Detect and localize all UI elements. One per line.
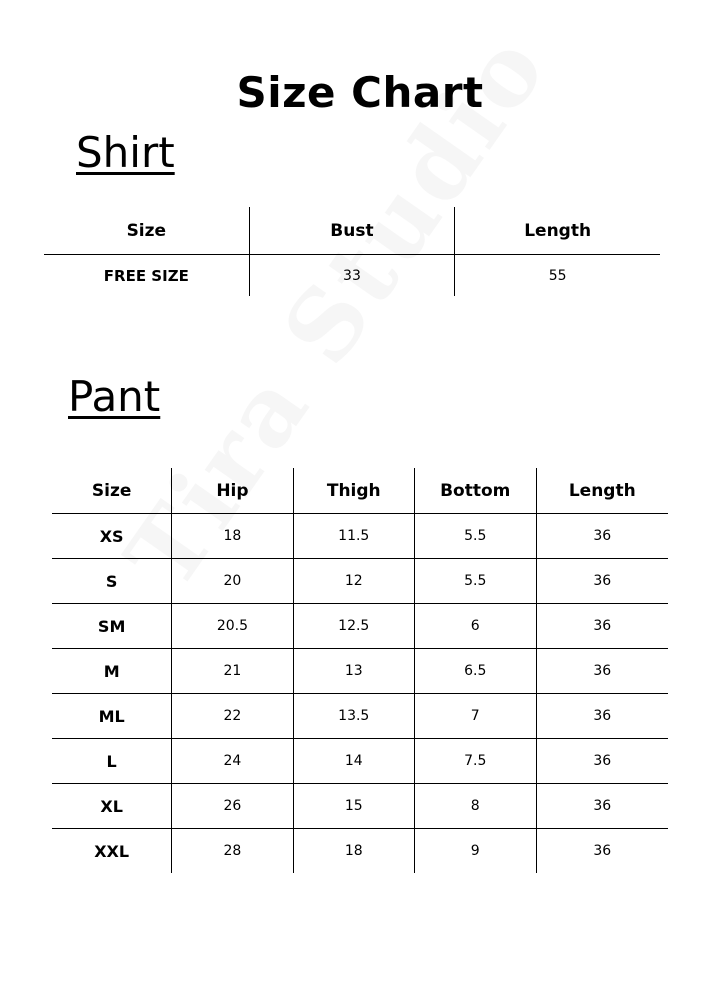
pant-hip-cell: 20.5	[172, 604, 293, 649]
shirt-heading: Shirt	[76, 128, 175, 177]
shirt-header-size: Size	[44, 207, 249, 255]
pant-thigh-cell: 14	[293, 739, 414, 784]
pant-hip-cell: 22	[172, 694, 293, 739]
shirt-header-row	[44, 207, 660, 255]
pant-length-cell: 36	[536, 739, 668, 784]
shirt-size-table	[44, 207, 660, 296]
table-row	[52, 694, 668, 739]
table-row	[52, 784, 668, 829]
pant-header-bottom: Bottom	[414, 468, 536, 514]
pant-hip-cell: 28	[172, 829, 293, 874]
pant-length-cell: 36	[536, 829, 668, 874]
pant-bottom-cell: 5.5	[414, 559, 536, 604]
pant-hip-cell: 20	[172, 559, 293, 604]
pant-thigh-cell: 12	[293, 559, 414, 604]
table-row	[52, 829, 668, 874]
pant-thigh-cell: 12.5	[293, 604, 414, 649]
pant-length-cell: 36	[536, 649, 668, 694]
table-row	[52, 649, 668, 694]
pant-length-cell: 36	[536, 784, 668, 829]
pant-bottom-cell: 9	[414, 829, 536, 874]
pant-length-cell: 36	[536, 694, 668, 739]
pant-bottom-cell: 6.5	[414, 649, 536, 694]
pant-length-cell: 36	[536, 604, 668, 649]
pant-bottom-cell: 7.5	[414, 739, 536, 784]
pant-length-cell: 36	[536, 514, 668, 559]
table-row	[44, 255, 660, 297]
pant-thigh-cell: 11.5	[293, 514, 414, 559]
pant-size-cell: M	[52, 649, 172, 694]
pant-header-length: Length	[536, 468, 668, 514]
pant-size-cell: ML	[52, 694, 172, 739]
pant-hip-cell: 21	[172, 649, 293, 694]
table-row	[52, 739, 668, 784]
pant-size-cell: SM	[52, 604, 172, 649]
pant-thigh-cell: 13	[293, 649, 414, 694]
shirt-size-cell: FREE SIZE	[103, 266, 189, 285]
shirt-header-length: Length	[455, 207, 660, 255]
pant-thigh-cell: 18	[293, 829, 414, 874]
table-row	[52, 604, 668, 649]
pant-length-cell: 36	[536, 559, 668, 604]
pant-size-cell: S	[52, 559, 172, 604]
pant-hip-cell: 26	[172, 784, 293, 829]
pant-bottom-cell: 7	[414, 694, 536, 739]
pant-header-size: Size	[52, 468, 172, 514]
pant-bottom-cell: 5.5	[414, 514, 536, 559]
pant-bottom-cell: 8	[414, 784, 536, 829]
pant-size-table	[52, 468, 668, 873]
table-row	[52, 514, 668, 559]
shirt-header-bust: Bust	[249, 207, 455, 255]
pant-thigh-cell: 13.5	[293, 694, 414, 739]
pant-header-row	[52, 468, 668, 514]
pant-hip-cell: 24	[172, 739, 293, 784]
pant-size-cell: XL	[52, 784, 172, 829]
pant-size-cell: XXL	[94, 841, 130, 861]
page-title: Size Chart	[236, 68, 484, 117]
pant-hip-cell: 18	[172, 514, 293, 559]
shirt-bust-cell: 33	[249, 255, 455, 297]
pant-bottom-cell: 6	[414, 604, 536, 649]
table-row	[52, 559, 668, 604]
pant-header-hip: Hip	[172, 468, 293, 514]
pant-size-cell: L	[52, 739, 172, 784]
pant-thigh-cell: 15	[293, 784, 414, 829]
pant-header-thigh: Thigh	[293, 468, 414, 514]
pant-heading: Pant	[68, 372, 161, 421]
shirt-length-cell: 55	[455, 255, 660, 297]
pant-size-cell: XS	[52, 514, 172, 559]
